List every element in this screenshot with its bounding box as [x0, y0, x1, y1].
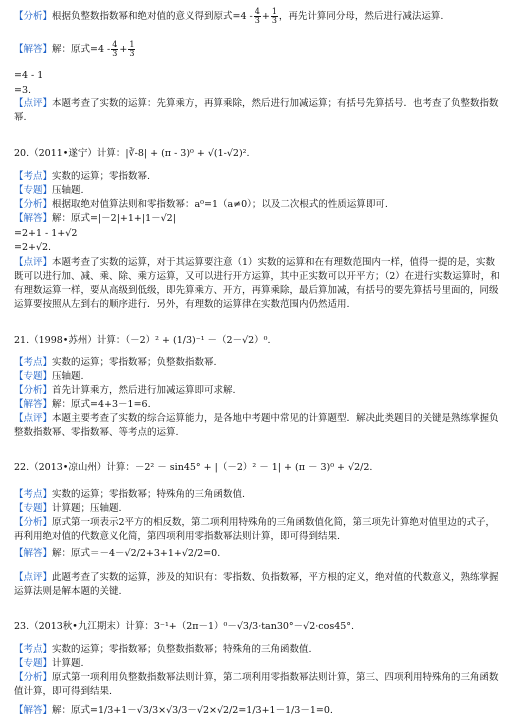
- q20-comment-4: 运算要按照从左到右的顺序进行．另外，有理数的运算律在实数范围内仍然适用.: [14, 299, 350, 310]
- p0-analysis: 【分析】根据负整数指数幂和绝对值的意义得到原式=4 - $\frac{4}{3}$ + $\frac{1}{3}$ ，再先计算同分母，然后进行减法运算.: [14, 7, 444, 25]
- q23-kaodian: 【考点】实数的运算；零指数幂；负整数指数幂；特殊角的三角函数值.: [14, 644, 312, 655]
- q20-solution: 【解答】解：原式=|－2|+1+|1－√2|: [14, 213, 176, 224]
- q22-solution: 【解答】解：原式＝－4－√2/2+3+1+√2/2=0.: [14, 548, 221, 559]
- p0-step1: =4 - 1: [14, 70, 44, 81]
- q23-solution: 【解答】解：原式=1/3+1－√3/3×√3/3－√2×√2/2=1/3+1－1/3－1=0.: [14, 705, 333, 716]
- p0-comment-2: 幂.: [14, 112, 27, 123]
- q21-comment-1: 【点评】本题主要考查了实数的综合运算能力，是各地中考题中常见的计算题型．解决此类题目的关键是熟练掌握负: [14, 413, 499, 424]
- q22-analysis-2: 再利用绝对值的代数意义化简，第四项利用零指数幂法则计算，即可得到结果.: [14, 531, 341, 542]
- q22-comment-2: 运算法则是解本题的关键.: [14, 586, 122, 597]
- comment-tag: 【点评】: [14, 98, 53, 109]
- q20-step2: =2+√2.: [14, 242, 52, 253]
- q21-zhuanti: 【专题】压轴题.: [14, 371, 84, 382]
- q23-analysis-2: 值计算，即可得到结果.: [14, 686, 113, 697]
- q23-zhuanti: 【专题】计算题.: [14, 658, 84, 669]
- q20-analysis: 【分析】根据取绝对值算法则和零指数幂：a⁰=1（a≠0）；以及二次根式的性质运算即可.: [14, 199, 388, 210]
- q20-comment-2: 既可以进行加、减、乘、除、乘方运算，又可以进行开方运算，其中正实数可以开平方；（2）在进行实数运算时，和: [14, 271, 500, 282]
- p0-comment-1: 【点评】本题考查了实数的运算：先算乘方，再算乘除，然后进行加减运算；有括号先算括号．也考查了负整数指数: [14, 98, 499, 109]
- q20-comment-1: 【点评】本题考查了实数的运算，对于其运算要注意（1）实数的运算和在有理数范围内一样，值得一提的是，实数: [14, 257, 496, 268]
- q21-kaodian: 【考点】实数的运算；零指数幂；负整数指数幂.: [14, 357, 217, 368]
- q20-kaodian: 【考点】实数的运算；零指数幂.: [14, 171, 151, 182]
- analysis-tag: 【分析】: [14, 11, 53, 22]
- q22-comment-1: 【点评】此题考查了实数的运算，涉及的知识有：零指数、负指数幂，平方根的定义，绝对值的代数意义，熟练掌握: [14, 572, 499, 583]
- q20-expression: |∛-8| + (π - 3)⁰ + √(1-√2)².: [125, 148, 250, 159]
- q22-header: 22.（2013•凉山州）计算：－2² － sin45° + |（－2）² － 1| + (π － 3)⁰ + √2/2.: [14, 462, 373, 473]
- q23-header: 23.（2013秋•九江期末）计算：3⁻¹+（2π－1）⁰－√3/3·tan30°－√2·cos45°.: [14, 621, 355, 632]
- solution-tag: 【解答】: [14, 44, 53, 55]
- q20-zhuanti: 【专题】压轴题.: [14, 185, 84, 196]
- q21-solution: 【解答】解：原式=4+3－1=6.: [14, 399, 151, 410]
- q21-header: 21.（1998•苏州）计算：（－2）² + (1/3)⁻¹ －（2－√2）⁰.: [14, 335, 271, 346]
- p0-step2: =3.: [14, 85, 32, 96]
- q21-analysis: 【分析】首先计算乘方，然后进行加减运算即可求解.: [14, 385, 236, 396]
- q22-kaodian: 【考点】实数的运算；零指数幂；特殊角的三角函数值.: [14, 489, 246, 500]
- q22-expression: －2² － sin45° + |（－2）² － 1| + (π － 3)⁰ + √2/2.: [134, 462, 373, 473]
- p0-solution: 【解答】解：原式=4 - $\frac{4}{3}$ + $\frac{1}{3}$: [14, 40, 135, 58]
- q20-header: 20.（2011•遂宁）计算：|∛-8| + (π - 3)⁰ + √(1-√2)².: [14, 148, 250, 159]
- q23-expression: 3⁻¹+（2π－1）⁰－√3/3·tan30°－√2·cos45°.: [153, 621, 355, 632]
- q21-comment-2: 整数指数幂、零指数幂、等考点的运算.: [14, 427, 179, 438]
- q22-analysis-1: 【分析】原式第一项表示2平方的相反数，第二项利用特殊角的三角函数值化简，第三项先计算绝对值里边的式子，: [14, 517, 496, 528]
- q21-expression: （－2）² + (1/3)⁻¹ －（2－√2）⁰.: [125, 335, 271, 346]
- q20-comment-3: 有理数运算一样，要从高级到低级，即先算乘方、开方，再算乘除，最后算加减，有括号的要先算括号里面的，同级: [14, 285, 499, 296]
- q20-step1: =2+1 - 1+√2: [14, 228, 78, 239]
- q23-analysis-1: 【分析】原式第一项利用负整数指数幂法则计算，第二项利用零指数幂法则计算，第三、四项利用特殊角的三角函数: [14, 672, 499, 683]
- q22-zhuanti: 【专题】计算题；压轴题.: [14, 503, 122, 514]
